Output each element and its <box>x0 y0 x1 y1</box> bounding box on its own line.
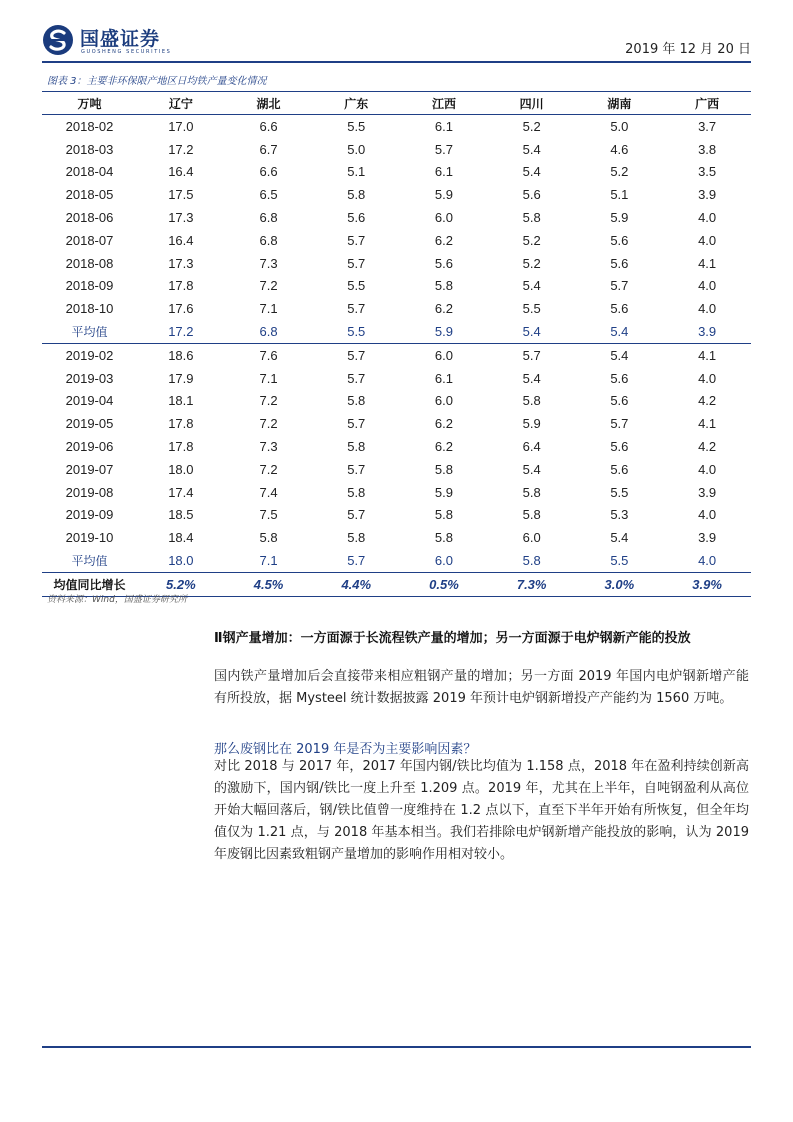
table-cell: 6.1 <box>434 118 453 134</box>
month-cell: 2019-02 <box>65 347 114 363</box>
table-cell: 5.7 <box>610 278 629 294</box>
table-cell: 5.7 <box>347 507 366 523</box>
table-cell: 4.0 <box>698 301 717 317</box>
table-cell: 7.1 <box>259 370 278 386</box>
table-cell: 4.2 <box>698 439 717 455</box>
data-source-note: 资料来源：Wind，国盛证券研究所 <box>47 595 187 605</box>
table-cell: 7.5 <box>259 507 278 523</box>
table-cell: 5.6 <box>610 232 629 248</box>
logo-chinese-name: 国盛证券 <box>80 28 161 50</box>
table-cell: 6.0 <box>400 549 488 572</box>
table-cell: 7.4 <box>259 484 278 500</box>
month-cell: 2018-05 <box>65 187 114 203</box>
table-cell: 3.9 <box>663 320 751 343</box>
table-cell: 6.8 <box>259 210 278 226</box>
month-cell: 2018-08 <box>65 255 114 271</box>
table-cell: 6.8 <box>259 232 278 248</box>
table-cell: 6.7 <box>259 141 278 157</box>
table-cell: 5.5 <box>576 549 664 572</box>
table-cell: 17.3 <box>168 255 194 271</box>
table-cell: 18.1 <box>168 393 194 409</box>
table-cell: 5.6 <box>522 187 541 203</box>
question-heading: 那么废钢比在 2019 年是否为主要影响因素？ <box>214 742 477 757</box>
average-row-2018 <box>42 320 751 343</box>
month-cell: 2018-02 <box>65 118 114 134</box>
table-row <box>42 229 751 252</box>
table-cell: 6.2 <box>434 301 453 317</box>
table-cell: 7.2 <box>259 416 278 432</box>
table-cell: 7.3 <box>259 255 278 271</box>
month-cell: 2018-03 <box>65 141 114 157</box>
table-caption: 图表 3：主要非环保限产地区日均铁产量变化情况 <box>47 76 267 87</box>
table-cell: 5.4 <box>610 530 629 546</box>
header-divider <box>42 61 751 63</box>
table-cell: 5.2 <box>522 255 541 271</box>
table-cell: 5.2 <box>522 118 541 134</box>
month-cell: 2018-04 <box>65 164 114 180</box>
table-cell: 5.2 <box>610 164 629 180</box>
table-cell: 18.0 <box>137 549 225 572</box>
table-cell: 5.7 <box>347 370 366 386</box>
table-cell: 6.2 <box>434 416 453 432</box>
table-row <box>42 435 751 458</box>
month-cell: 2019-10 <box>65 530 114 546</box>
header-hubei: 湖北 <box>225 92 313 115</box>
table-cell: 5.8 <box>347 439 366 455</box>
table-cell: 5.6 <box>434 255 453 271</box>
average-label: 平均值 <box>42 549 137 572</box>
table-cell: 5.4 <box>522 164 541 180</box>
table-row <box>42 252 751 275</box>
table-cell: 17.4 <box>168 484 194 500</box>
table-cell: 7.1 <box>259 301 278 317</box>
table-cell: 6.2 <box>434 439 453 455</box>
table-cell: 16.4 <box>168 232 194 248</box>
growth-label: 均值同比增长 <box>42 572 137 596</box>
table-cell: 5.7 <box>347 301 366 317</box>
table-cell: 16.4 <box>168 164 194 180</box>
table-cell: 3.9 <box>698 530 717 546</box>
table-row <box>42 138 751 161</box>
month-cell: 2019-08 <box>65 484 114 500</box>
table-cell: 4.2 <box>698 393 717 409</box>
table-cell: 5.4 <box>576 320 664 343</box>
table-cell: 6.1 <box>434 164 453 180</box>
month-cell: 2019-04 <box>65 393 114 409</box>
table-cell: 5.7 <box>522 347 541 363</box>
header-guangxi: 广西 <box>663 92 751 115</box>
table-row <box>42 161 751 184</box>
table-row <box>42 367 751 390</box>
table-cell: 5.8 <box>347 187 366 203</box>
table-cell: 5.1 <box>347 164 366 180</box>
footer-divider <box>42 1046 751 1048</box>
table-cell: 3.8 <box>698 141 717 157</box>
table-cell: 5.5 <box>347 118 366 134</box>
table-cell: 7.2 <box>259 278 278 294</box>
table-cell: 6.0 <box>434 393 453 409</box>
month-cell: 2018-10 <box>65 301 114 317</box>
table-cell: 5.4 <box>522 141 541 157</box>
table-cell: 17.3 <box>168 210 194 226</box>
table-cell: 6.6 <box>259 118 278 134</box>
table-cell: 5.8 <box>434 530 453 546</box>
table-cell: 5.6 <box>610 301 629 317</box>
table-cell: 17.8 <box>168 416 194 432</box>
table-cell: 5.4 <box>522 461 541 477</box>
table-cell: 7.3 <box>259 439 278 455</box>
month-cell: 2019-07 <box>65 461 114 477</box>
month-cell: 2019-03 <box>65 370 114 386</box>
table-cell: 5.0 <box>610 118 629 134</box>
table-cell: 3.9 <box>698 187 717 203</box>
table-cell: 7.2 <box>259 461 278 477</box>
table-cell: 3.9% <box>663 572 751 596</box>
table-row <box>42 206 751 229</box>
table-row <box>42 504 751 527</box>
table-cell: 5.6 <box>610 255 629 271</box>
table-cell: 5.9 <box>400 320 488 343</box>
table-row <box>42 458 751 481</box>
table-cell: 5.5 <box>522 301 541 317</box>
table-cell: 6.4 <box>522 439 541 455</box>
table-row <box>42 115 751 138</box>
table-cell: 5.9 <box>610 210 629 226</box>
table-cell: 5.4 <box>522 370 541 386</box>
table-cell: 5.8 <box>434 507 453 523</box>
table-cell: 4.6 <box>610 141 629 157</box>
table-cell: 18.4 <box>168 530 194 546</box>
table-cell: 17.5 <box>168 187 194 203</box>
month-cell: 2019-09 <box>65 507 114 523</box>
table-cell: 6.8 <box>225 320 313 343</box>
logo-english-name: GUOSHENG SECURITIES <box>81 49 172 55</box>
guosheng-logo-icon <box>42 24 74 56</box>
table-cell: 7.3% <box>488 572 576 596</box>
paragraph-1: 国内铁产量增加后会直接带来相应粗钢产量的增加；另一方面 2019 年国内电炉钢新增产能有所投放，据 Mysteel 统计数据披露 2019 年预计电炉钢新增投产产能约为 1560 万吨。 <box>214 669 749 706</box>
table-cell: 5.4 <box>610 347 629 363</box>
table-cell: 18.6 <box>168 347 194 363</box>
table-cell: 4.0 <box>663 549 751 572</box>
table-cell: 5.4 <box>522 278 541 294</box>
table-cell: 4.0 <box>698 370 717 386</box>
table-header-row <box>42 92 751 115</box>
table-cell: 5.5 <box>312 320 400 343</box>
table-cell: 3.7 <box>698 118 717 134</box>
table-row <box>42 275 751 298</box>
table-cell: 17.2 <box>168 141 194 157</box>
table-cell: 5.8 <box>347 393 366 409</box>
month-cell: 2018-07 <box>65 232 114 248</box>
table-cell: 5.8 <box>259 530 278 546</box>
table-cell: 5.6 <box>347 210 366 226</box>
table-cell: 5.8 <box>347 484 366 500</box>
table-cell: 5.7 <box>347 255 366 271</box>
table-cell: 5.6 <box>610 461 629 477</box>
table-cell: 4.0 <box>698 507 717 523</box>
table-cell: 5.7 <box>434 141 453 157</box>
table-cell: 5.8 <box>522 507 541 523</box>
table-cell: 7.6 <box>259 347 278 363</box>
table-cell: 6.2 <box>434 232 453 248</box>
table-cell: 4.0 <box>698 232 717 248</box>
table-cell: 5.2% <box>137 572 225 596</box>
table-row <box>42 481 751 504</box>
month-cell: 2018-06 <box>65 210 114 226</box>
table-cell: 4.4% <box>312 572 400 596</box>
table-row <box>42 343 751 366</box>
table-row <box>42 526 751 549</box>
table-cell: 5.3 <box>610 507 629 523</box>
section-title: Ⅱ钢产量增加：一方面源于长流程铁产量的增加；另一方面源于电炉钢新产能的投放 <box>214 631 691 646</box>
table-cell: 17.8 <box>168 439 194 455</box>
report-date: 2019 年 12 月 20 日 <box>625 42 751 57</box>
table-cell: 4.0 <box>698 461 717 477</box>
table-cell: 17.6 <box>168 301 194 317</box>
table-cell: 4.1 <box>698 255 717 271</box>
table-cell: 5.4 <box>488 320 576 343</box>
header-liaoning: 辽宁 <box>137 92 225 115</box>
month-cell: 2019-06 <box>65 439 114 455</box>
page-header <box>42 22 751 60</box>
table-cell: 4.1 <box>698 416 717 432</box>
table-cell: 5.8 <box>522 210 541 226</box>
table-cell: 5.6 <box>610 393 629 409</box>
table-cell: 5.7 <box>347 232 366 248</box>
iron-output-table <box>42 91 751 597</box>
table-row <box>42 297 751 320</box>
table-cell: 17.0 <box>168 118 194 134</box>
average-row-2019 <box>42 549 751 572</box>
table-cell: 5.1 <box>610 187 629 203</box>
table-cell: 6.0 <box>434 210 453 226</box>
table-cell: 5.9 <box>434 187 453 203</box>
table-cell: 7.1 <box>225 549 313 572</box>
header-hunan: 湖南 <box>576 92 664 115</box>
table-cell: 5.9 <box>522 416 541 432</box>
table-cell: 18.0 <box>168 461 194 477</box>
table-cell: 3.5 <box>698 164 717 180</box>
table-cell: 5.8 <box>522 484 541 500</box>
table-cell: 5.9 <box>434 484 453 500</box>
table-cell: 4.1 <box>698 347 717 363</box>
table-cell: 6.0 <box>522 530 541 546</box>
header-guangdong: 广东 <box>312 92 400 115</box>
company-logo <box>42 22 202 58</box>
table-cell: 5.8 <box>434 278 453 294</box>
table-cell: 3.0% <box>576 572 664 596</box>
table-row <box>42 412 751 435</box>
table-cell: 6.0 <box>434 347 453 363</box>
table-cell: 17.8 <box>168 278 194 294</box>
table-cell: 3.9 <box>698 484 717 500</box>
table-cell: 5.7 <box>312 549 400 572</box>
table-cell: 6.1 <box>434 370 453 386</box>
table-cell: 4.5% <box>225 572 313 596</box>
table-cell: 7.2 <box>259 393 278 409</box>
table-cell: 5.6 <box>610 370 629 386</box>
table-row <box>42 183 751 206</box>
table-cell: 5.7 <box>347 347 366 363</box>
table-cell: 5.7 <box>347 416 366 432</box>
paragraph-2: 对比 2018 与 2017 年，2017 年国内钢/铁比均值为 1.158 点，2018 年在盈利持续创新高的激励下，国内钢/铁比一度上升至 1.209 点。2019 年，尤其在上半年，自吨钢盈利从高位开始大幅回落后，钢/铁比值曾一度维持在 1.2 点以下，直至下半年开始有所恢复，但全年均值仅为 1.21 点，与 2018 年基本相当。我们若排除电炉钢新增产能投放的影响，认为 2019 年废钢比因素致粗钢产量增加的影响作用相对较小。 <box>214 759 749 862</box>
table-cell: 5.8 <box>522 393 541 409</box>
table-cell: 18.5 <box>168 507 194 523</box>
month-cell: 2018-09 <box>65 278 114 294</box>
table-cell: 5.7 <box>610 416 629 432</box>
header-jiangxi: 江西 <box>400 92 488 115</box>
table-cell: 5.7 <box>347 461 366 477</box>
month-cell: 2019-05 <box>65 416 114 432</box>
table-cell: 5.0 <box>347 141 366 157</box>
table-cell: 5.6 <box>610 439 629 455</box>
table-cell: 5.5 <box>610 484 629 500</box>
average-label: 平均值 <box>42 320 137 343</box>
table-cell: 5.2 <box>522 232 541 248</box>
table-cell: 6.6 <box>259 164 278 180</box>
header-unit: 万吨 <box>42 92 137 115</box>
table-cell: 5.8 <box>347 530 366 546</box>
table-cell: 17.9 <box>168 370 194 386</box>
table-cell: 4.0 <box>698 210 717 226</box>
table-cell: 17.2 <box>137 320 225 343</box>
table-cell: 6.5 <box>259 187 278 203</box>
table-cell: 5.8 <box>434 461 453 477</box>
table-row <box>42 390 751 413</box>
header-sichuan: 四川 <box>488 92 576 115</box>
table-cell: 5.8 <box>488 549 576 572</box>
table-cell: 4.0 <box>698 278 717 294</box>
table-cell: 5.5 <box>347 278 366 294</box>
table-cell: 0.5% <box>400 572 488 596</box>
